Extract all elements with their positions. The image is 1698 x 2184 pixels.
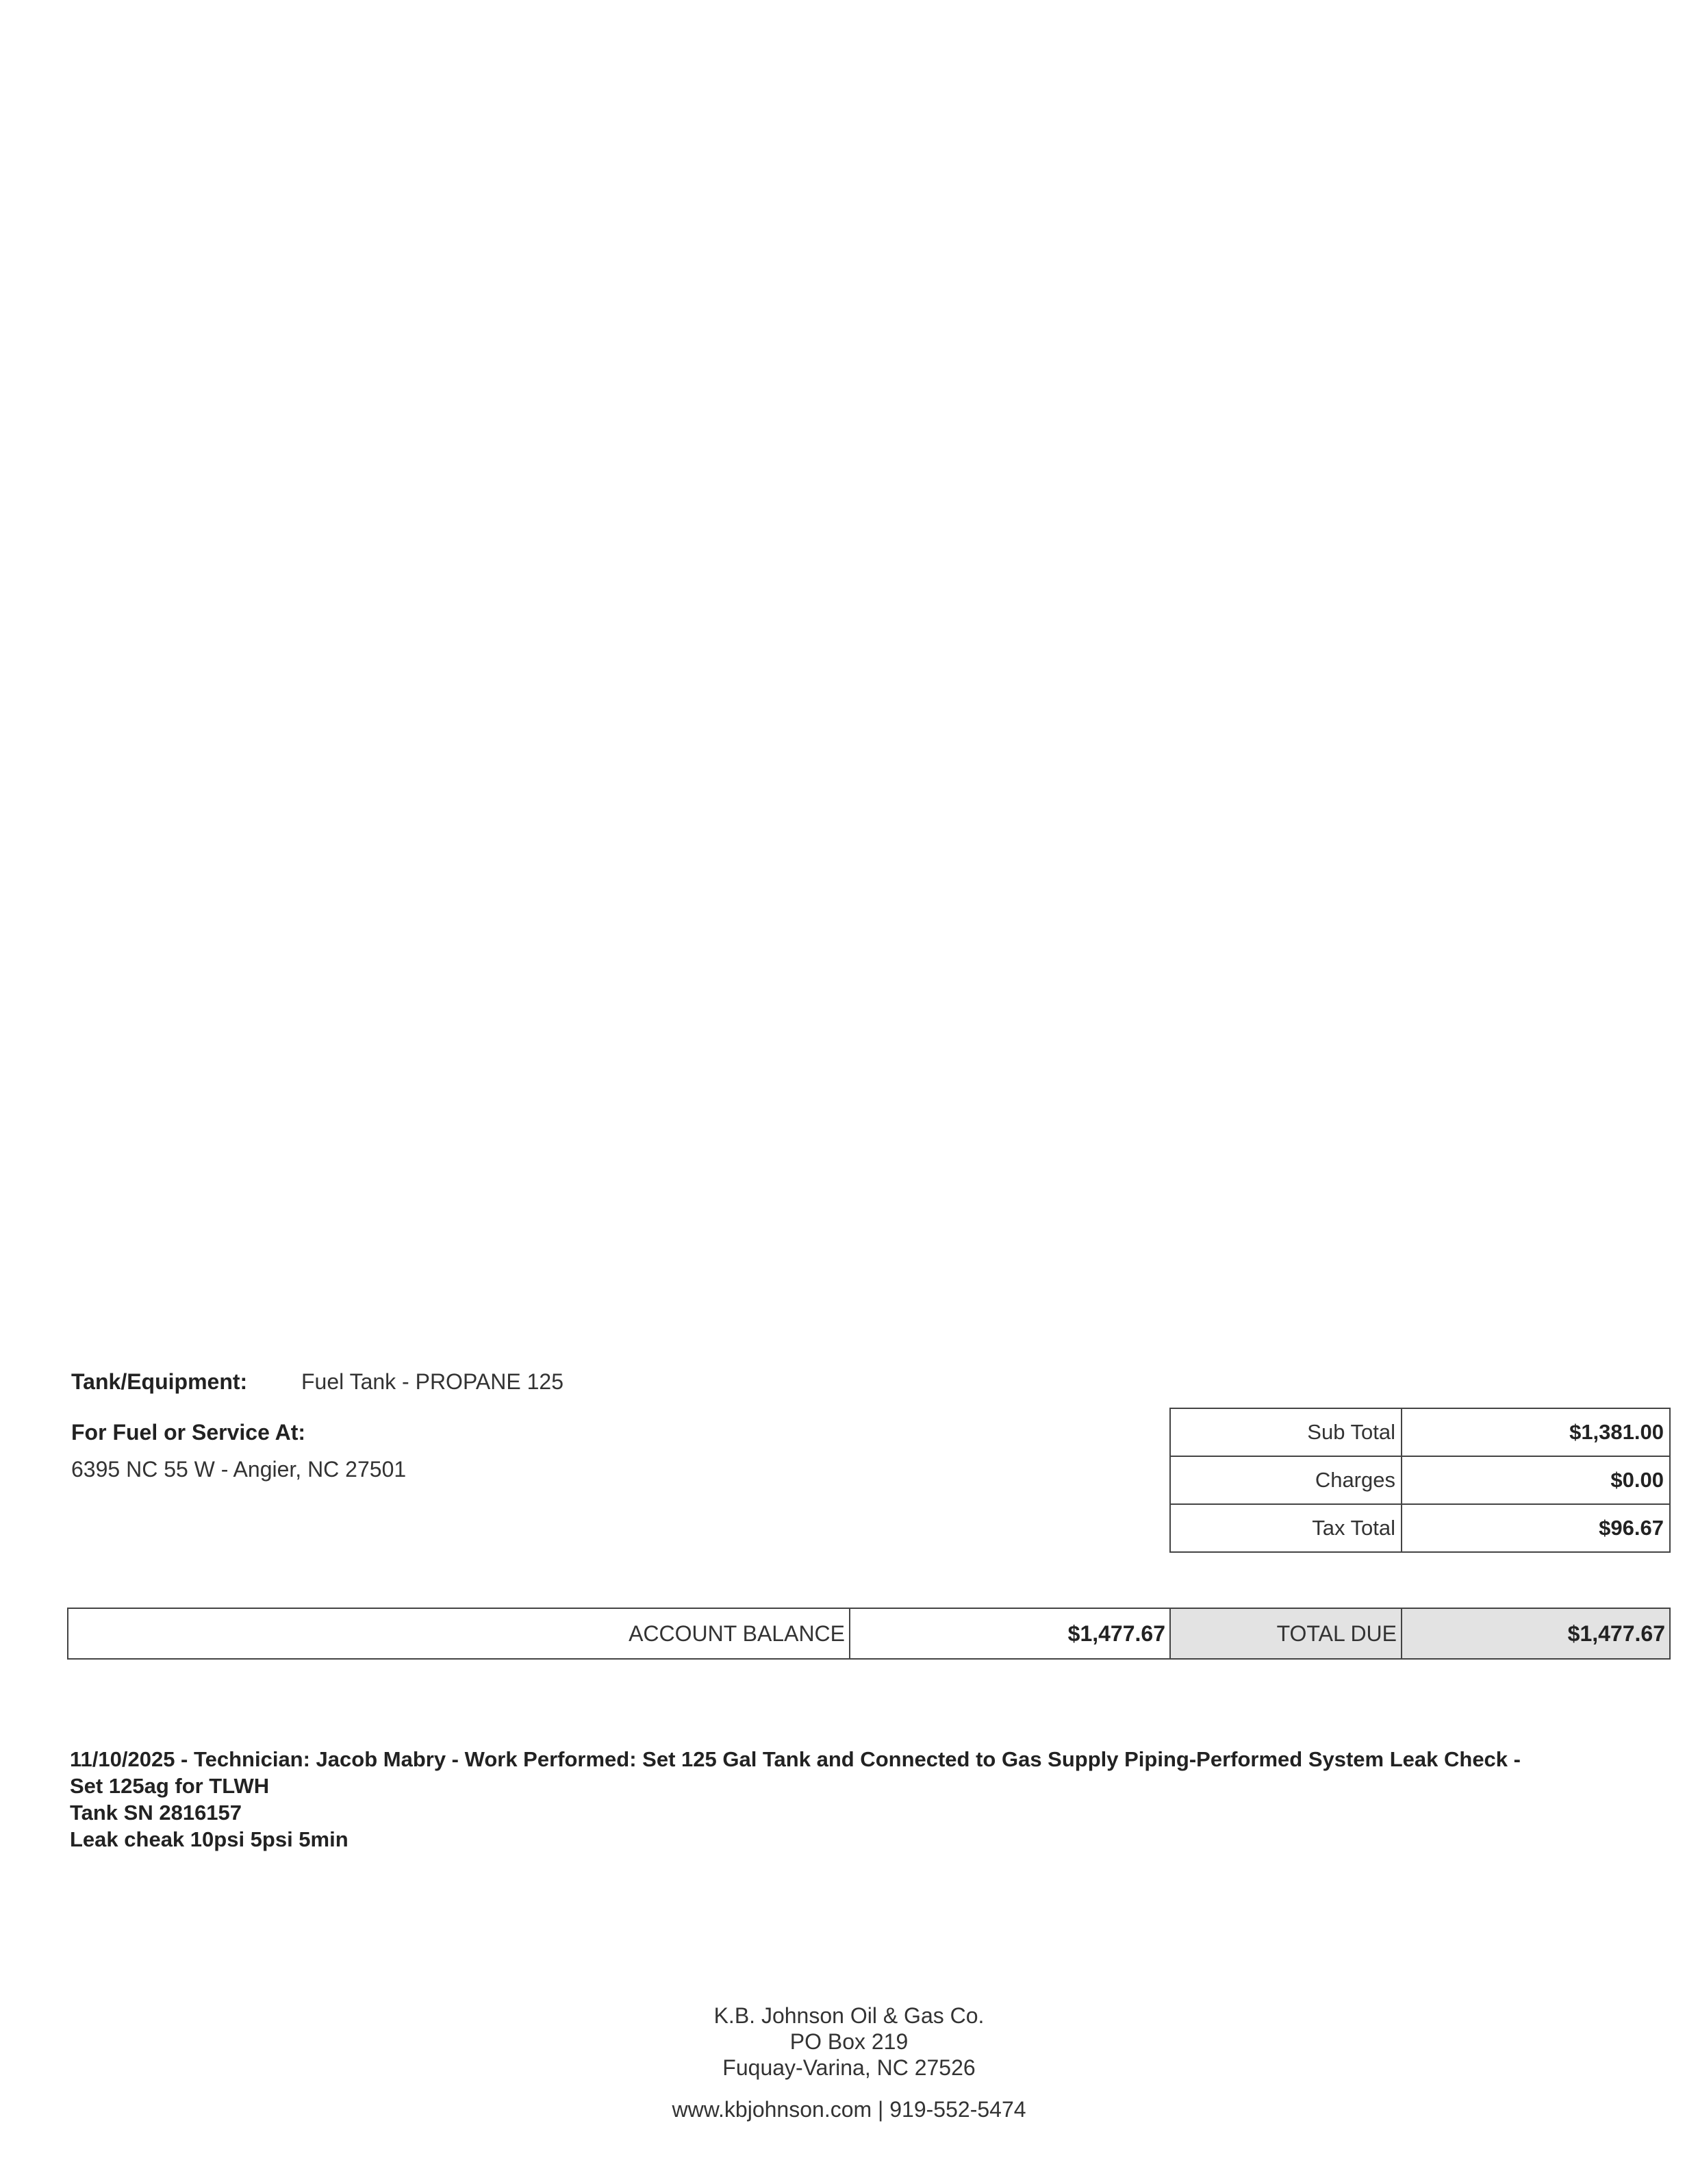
work-note-line: Leak cheak 10psi 5psi 5min bbox=[70, 1827, 349, 1851]
equipment-value: Fuel Tank - PROPANE 125 bbox=[301, 1369, 563, 1394]
totals-table bbox=[1169, 1408, 1671, 1553]
totals-row-tax bbox=[1170, 1504, 1670, 1552]
work-notes bbox=[70, 1746, 1686, 1853]
equipment-label: Tank/Equipment: bbox=[71, 1369, 248, 1394]
subtotal-label: Sub Total bbox=[1170, 1408, 1402, 1456]
work-note-line: Tank SN 2816157 bbox=[70, 1801, 242, 1825]
subtotal-value: $1,381.00 bbox=[1402, 1408, 1670, 1456]
charges-label: Charges bbox=[1170, 1456, 1402, 1504]
work-note-line: Set 125ag for TLWH bbox=[70, 1774, 270, 1798]
balance-bar bbox=[67, 1608, 1671, 1660]
total-due-label: TOTAL DUE bbox=[1170, 1608, 1402, 1659]
footer-company: K.B. Johnson Oil & Gas Co. bbox=[713, 2003, 985, 2028]
footer-address bbox=[0, 2003, 1698, 2081]
tax-total-label: Tax Total bbox=[1170, 1504, 1402, 1552]
footer-contact: www.kbjohnson.com | 919-552-5474 bbox=[672, 2097, 1026, 2122]
service-location-label: For Fuel or Service At: bbox=[71, 1420, 305, 1445]
charges-value: $0.00 bbox=[1402, 1456, 1670, 1504]
account-balance-value: $1,477.67 bbox=[850, 1608, 1170, 1659]
footer-city: Fuquay-Varina, NC 27526 bbox=[722, 2055, 976, 2080]
totals-row-charges bbox=[1170, 1456, 1670, 1504]
account-balance-label: ACCOUNT BALANCE bbox=[68, 1608, 850, 1659]
work-note-line: 11/10/2025 - Technician: Jacob Mabry - Work Performed: Set 125 Gal Tank and Connected to Gas Supply Piping-Performed System Leak Check - bbox=[70, 1747, 1521, 1771]
tax-total-value: $96.67 bbox=[1402, 1504, 1670, 1552]
footer-po-box: PO Box 219 bbox=[789, 2029, 909, 2054]
totals-row-subtotal bbox=[1170, 1408, 1670, 1456]
total-due-value: $1,477.67 bbox=[1402, 1608, 1670, 1659]
service-location-address: 6395 NC 55 W - Angier, NC 27501 bbox=[71, 1457, 407, 1482]
